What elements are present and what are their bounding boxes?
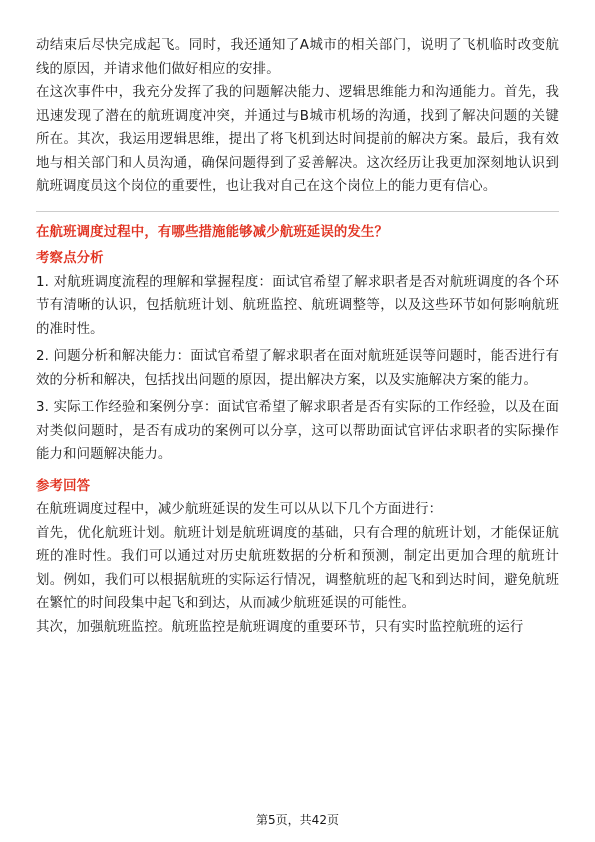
analysis-item: 1. 对航班调度流程的理解和掌握程度：面试官希望了解求职者是否对航班调度的各个环节有清晰的认识，包括航班计划、航班监控、航班调整等，以及这些环节如何影响航班的准时性。: [36, 274, 559, 337]
intro-paragraph: 动结束后尽快完成起飞。同时，我还通知了A城市的相关部门，说明了飞机临时改变航线的原因，并请求他们做好相应的安排。: [36, 38, 559, 77]
question-heading: 在航班调度过程中，有哪些措施能够减少航班延误的发生？: [36, 224, 389, 240]
answer-paragraph: 其次，加强航班监控。航班监控是航班调度的重要环节，只有实时监控航班的运行: [36, 619, 524, 635]
page-content: [36, 34, 559, 639]
intro-paragraph: 在这次事件中，我充分发挥了我的问题解决能力、逻辑思维能力和沟通能力。首先，我迅速发现了潜在的航班调度冲突，并通过与B城市机场的沟通，找到了解决问题的关键所在。其次，我运用逻辑思维，提出了将飞机到达时间提前的解决方案。最后，我有效地与相关部门和人员沟通，确保问题得到了妥善解决。这次经历让我更加深刻地认识到航班调度员这个岗位的重要性，也让我对自己在这个岗位上的能力更有信心。: [36, 85, 559, 194]
answer-paragraph: 在航班调度过程中，减少航班延误的发生可以从以下几个方面进行：: [36, 502, 443, 517]
page-number: 第5页，共42页: [256, 813, 339, 827]
section-divider: [36, 211, 559, 212]
analysis-item: 2. 问题分析和解决能力：面试官希望了解求职者在面对航班延误等问题时，能否进行有效的分析和解决，包括找出问题的原因，提出解决方案，以及实施解决方案的能力。: [36, 349, 559, 388]
analysis-item: 3. 实际工作经验和案例分享：面试官希望了解求职者是否有实际的工作经验，以及在面对类似问题时，是否有成功的案例可以分享，这可以帮助面试官评估求职者的实际操作能力和问题解决能力。: [36, 400, 559, 462]
answer-paragraph: 首先，优化航班计划。航班计划是航班调度的基础，只有合理的航班计划，才能保证航班的准时性。我们可以通过对历史航班数据的分析和预测，制定出更加合理的航班计划。例如，我们可以根据航班的实际运行情况，调整航班的起飞和到达时间，避免航班在繁忙的时间段集中起飞和到达，从而减少航班延误的可能性。: [36, 525, 559, 611]
analysis-title: 考察点分析: [36, 251, 104, 266]
answer-title: 参考回答: [36, 478, 91, 494]
